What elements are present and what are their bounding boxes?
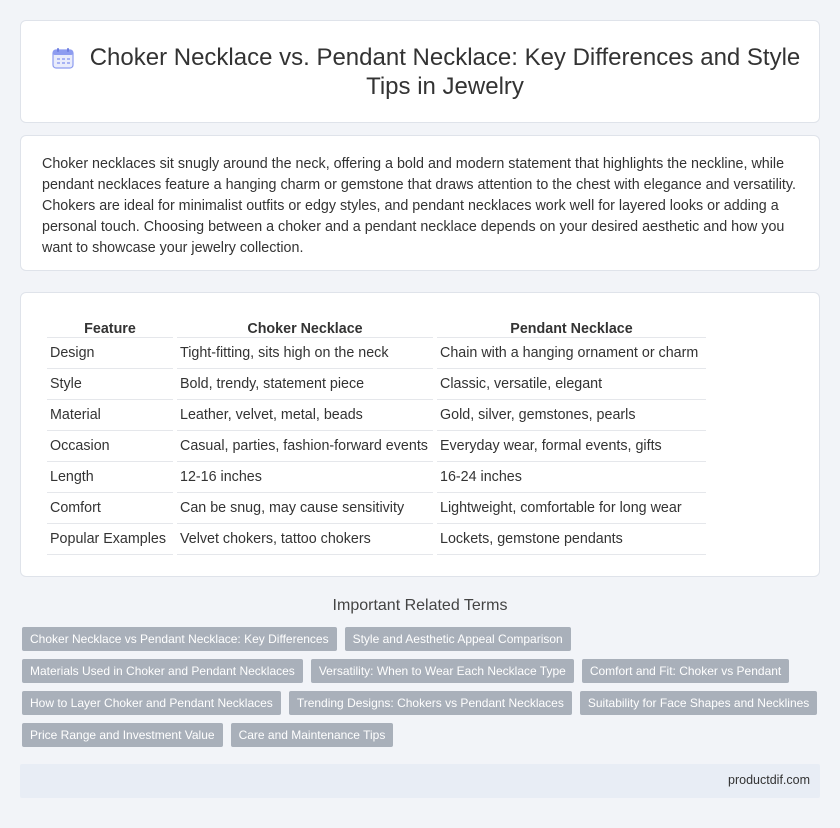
related-terms-list (22, 627, 822, 747)
table-header-row (47, 315, 706, 338)
choker-cell: Casual, parties, fashion-forward events (177, 431, 433, 462)
choker-cell: Velvet chokers, tattoo chokers (177, 524, 433, 555)
pendant-cell: Chain with a hanging ornament or charm (437, 338, 706, 369)
related-term-tag[interactable]: Materials Used in Choker and Pendant Necklaces (22, 659, 303, 683)
table-row (47, 369, 706, 400)
related-term-tag[interactable]: Choker Necklace vs Pendant Necklace: Key Differences (22, 627, 337, 651)
table-row (47, 462, 706, 493)
page-title: Choker Necklace vs. Pendant Necklace: Key Differences and Style Tips in Jewelry (89, 44, 801, 100)
pendant-cell: Gold, silver, gemstones, pearls (437, 400, 706, 431)
related-term-tag[interactable]: Price Range and Investment Value (22, 723, 223, 747)
feature-cell: Occasion (47, 431, 173, 462)
related-term-tag[interactable]: Versatility: When to Wear Each Necklace Type (311, 659, 574, 683)
related-term-tag[interactable]: Comfort and Fit: Choker vs Pendant (582, 659, 789, 683)
footer-site[interactable]: productdif.com (728, 773, 810, 787)
choker-cell: Leather, velvet, metal, beads (177, 400, 433, 431)
column-header-feature: Feature (47, 315, 173, 338)
table-row (47, 493, 706, 524)
feature-cell: Length (47, 462, 173, 493)
choker-cell: Bold, trendy, statement piece (177, 369, 433, 400)
comparison-table (43, 315, 710, 555)
feature-cell: Design (47, 338, 173, 369)
related-term-tag[interactable]: Trending Designs: Chokers vs Pendant Necklaces (289, 691, 572, 715)
choker-cell: 12-16 inches (177, 462, 433, 493)
column-header-choker: Choker Necklace (177, 315, 433, 338)
feature-cell: Style (47, 369, 173, 400)
pendant-cell: 16-24 inches (437, 462, 706, 493)
table-row (47, 524, 706, 555)
related-terms-title: Important Related Terms (332, 597, 508, 614)
comparison-card (20, 292, 820, 577)
pendant-cell: Everyday wear, formal events, gifts (437, 431, 706, 462)
table-row (47, 400, 706, 431)
column-header-pendant: Pendant Necklace (437, 315, 706, 338)
related-term-tag[interactable]: Style and Aesthetic Appeal Comparison (345, 627, 571, 651)
table-row (47, 338, 706, 369)
pendant-cell: Lightweight, comfortable for long wear (437, 493, 706, 524)
related-term-tag[interactable]: How to Layer Choker and Pendant Necklaces (22, 691, 281, 715)
choker-cell: Can be snug, may cause sensitivity (177, 493, 433, 524)
choker-cell: Tight-fitting, sits high on the neck (177, 338, 433, 369)
related-term-tag[interactable]: Suitability for Face Shapes and Necklines (580, 691, 817, 715)
header-card (20, 20, 820, 123)
intro-text: Choker necklaces sit snugly around the neck, offering a bold and modern statement that highlights the neckline, while pendant necklaces feature a hanging charm or gemstone that draws attention to the chest with elegance and versatility. Chokers are ideal for minimalist outfits or edgy styles, and pendant necklaces work well for layered looks or adding a personal touch. Choosing between a choker and a pendant necklace depends on your desired aesthetic and how you want to showcase your jewelry collection. (42, 156, 796, 256)
feature-cell: Material (47, 400, 173, 431)
pendant-cell: Classic, versatile, elegant (437, 369, 706, 400)
table-row (47, 431, 706, 462)
feature-cell: Popular Examples (47, 524, 173, 555)
feature-cell: Comfort (47, 493, 173, 524)
related-term-tag[interactable]: Care and Maintenance Tips (231, 723, 394, 747)
footer (20, 764, 820, 798)
pendant-cell: Lockets, gemstone pendants (437, 524, 706, 555)
intro-card (20, 135, 820, 271)
